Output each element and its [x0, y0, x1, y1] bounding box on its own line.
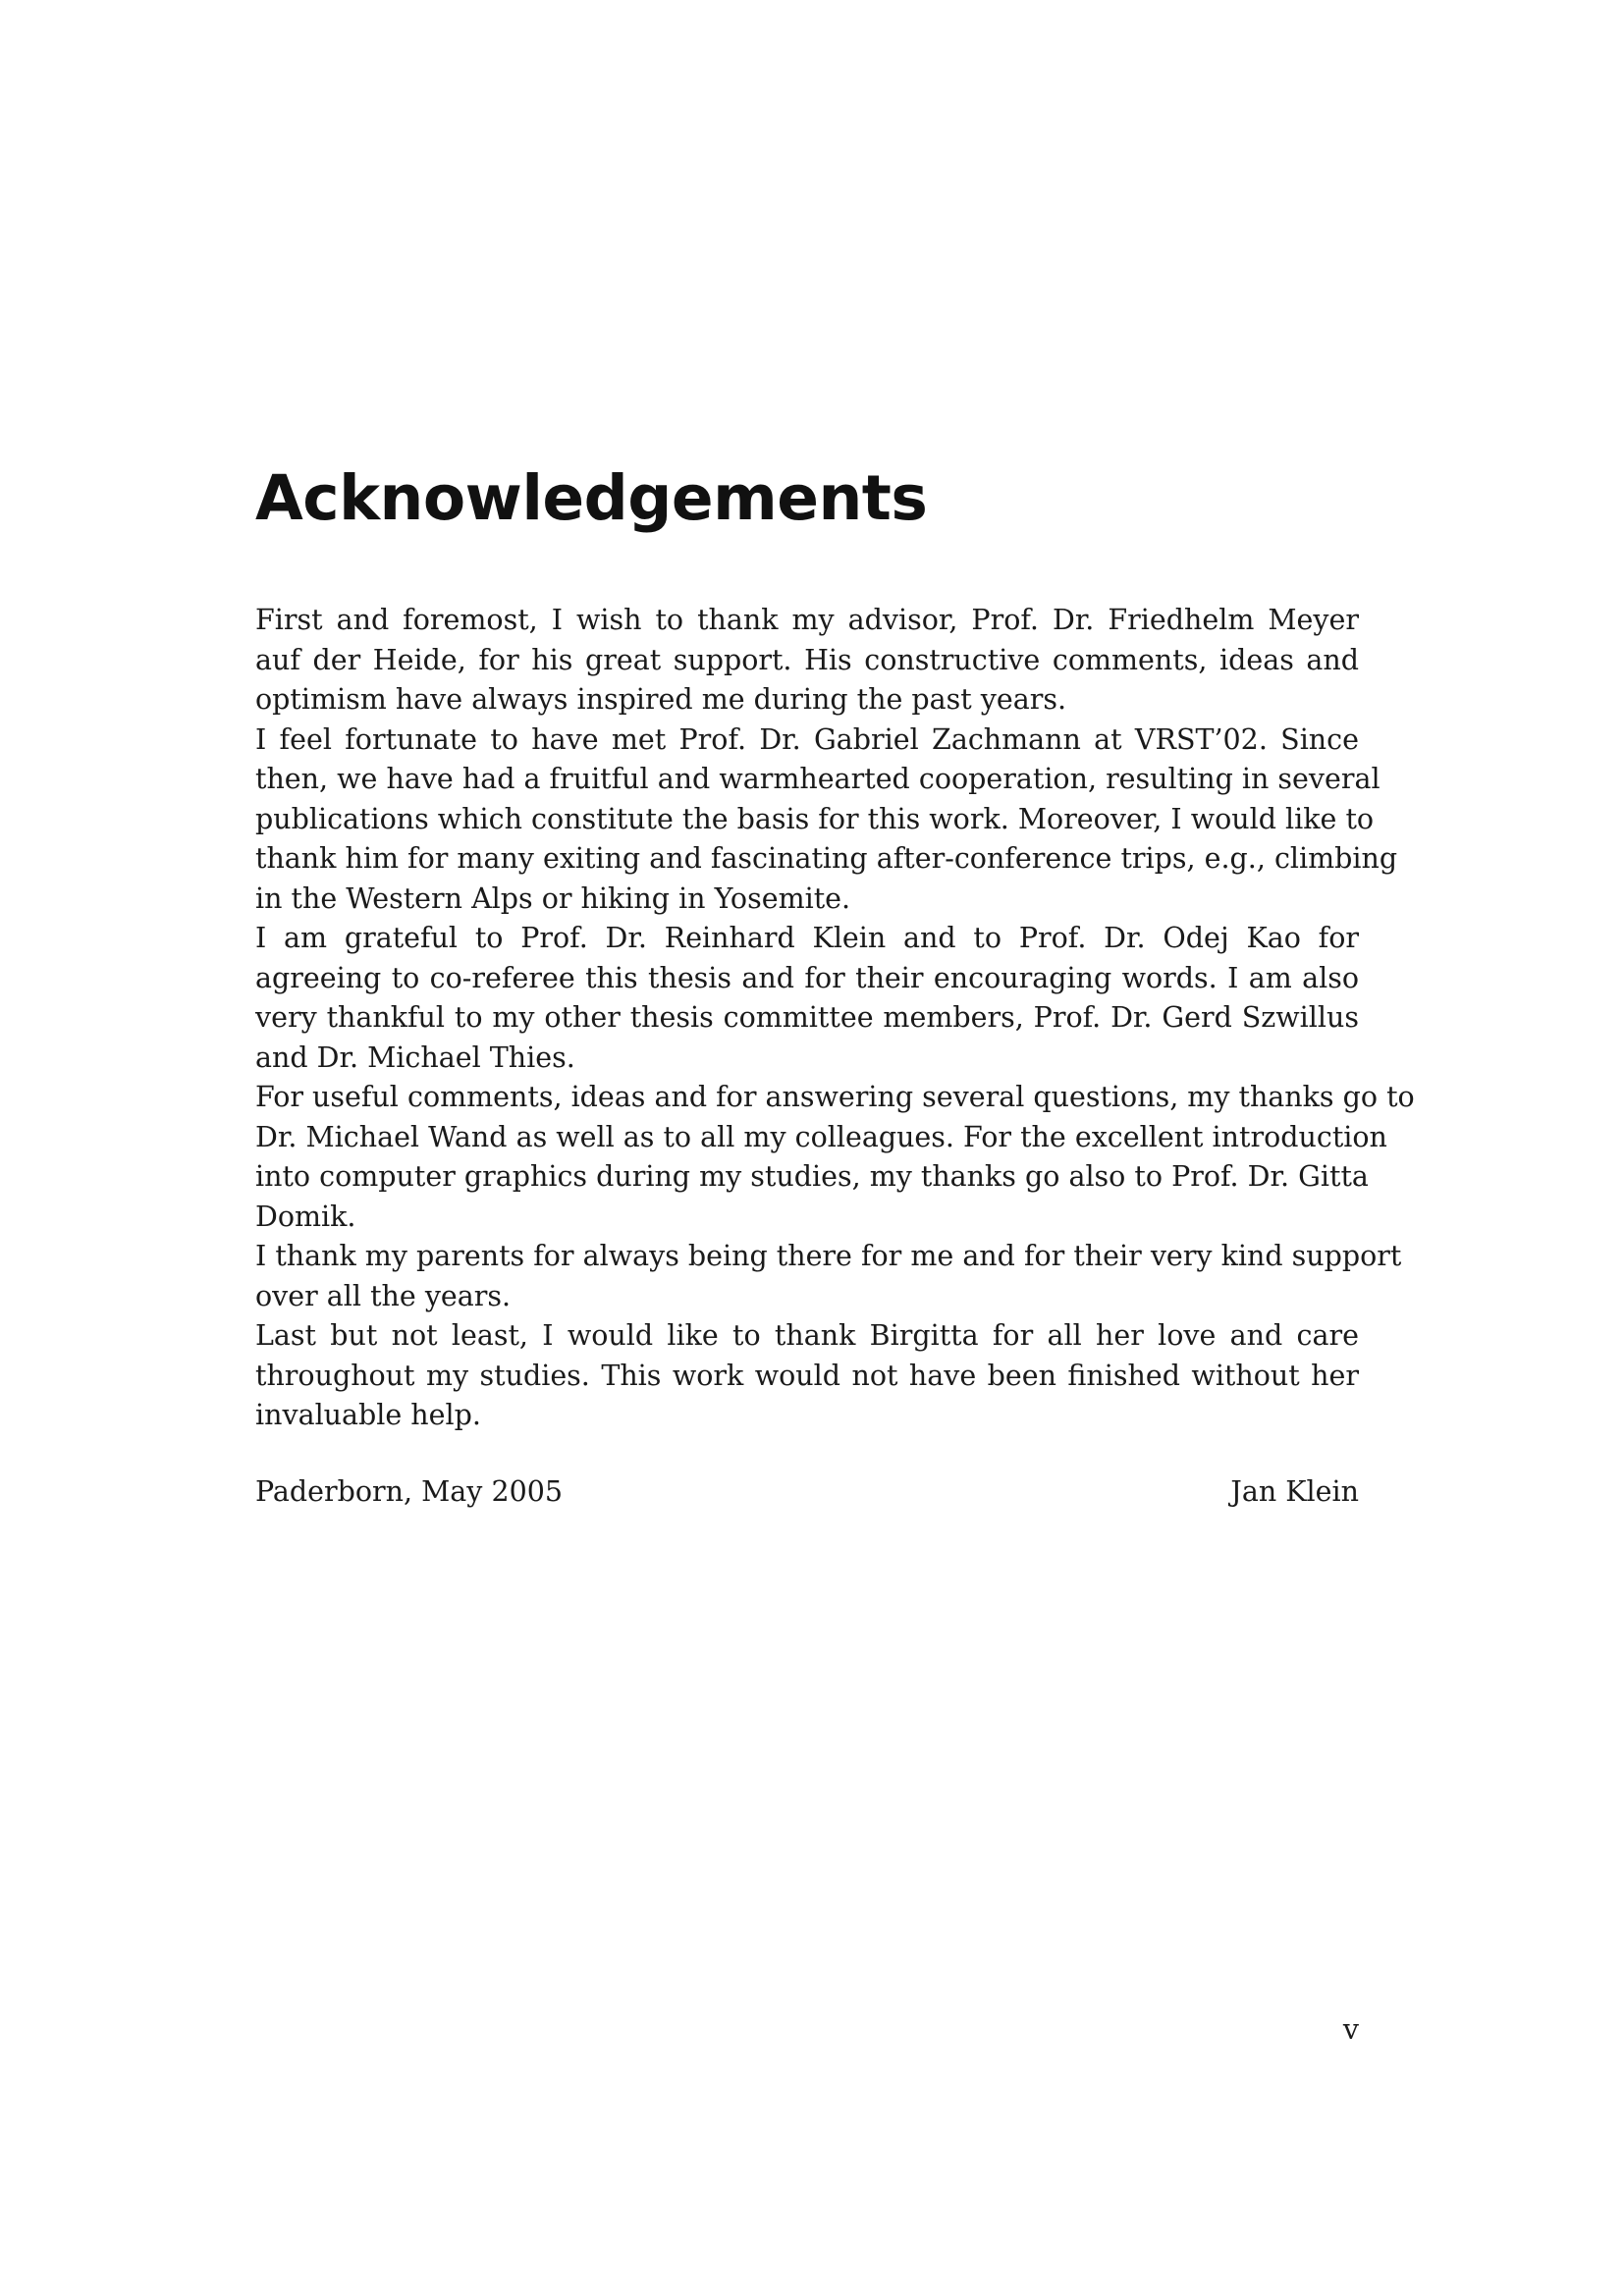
text-line: in the Western Alps or hiking in Yosemite. — [255, 881, 851, 915]
text-line: First and foremost, I wish to thank my advisor, Prof. Dr. Friedhelm Meyer — [255, 604, 1359, 636]
paragraph-colleagues — [255, 1078, 1415, 1237]
text-line: optimism have always inspired me during the past years. — [255, 683, 1067, 716]
author-name: Jan Klein — [1230, 1475, 1359, 1508]
text-line: very thankful to my other thesis committee members, Prof. Dr. Gerd Szwillus — [255, 1001, 1359, 1034]
text-line: publications which constitute the basis for this work. Moreover, I would like to — [255, 802, 1375, 835]
paragraph-collaborator — [255, 721, 1398, 920]
acknowledgements-body — [255, 601, 1415, 1436]
text-line: Domik. — [255, 1200, 356, 1233]
paragraph-partner — [255, 1316, 1359, 1436]
text-line: Dr. Michael Wand as well as to all my colleagues. For the excellent introduction — [255, 1120, 1387, 1153]
text-line: into computer graphics during my studies, my thanks go also to Prof. Dr. Gitta — [255, 1160, 1369, 1193]
text-line: I thank my parents for always being there for me and for their very kind support — [255, 1240, 1402, 1272]
page-title: Acknowledgements — [255, 462, 928, 534]
text-line: and Dr. Michael Thies. — [255, 1041, 575, 1074]
paragraph-referees — [255, 919, 1359, 1078]
text-line: I am grateful to Prof. Dr. Reinhard Klein and to Prof. Dr. Odej Kao for — [255, 922, 1359, 954]
text-line: invaluable help. — [255, 1399, 481, 1431]
text-line: Last but not least, I would like to thank Birgitta for all her love and care — [255, 1319, 1359, 1352]
paragraph-parents — [255, 1237, 1402, 1316]
text-line: throughout my studies. This work would not have been finished without her — [255, 1359, 1359, 1392]
text-line: auf der Heide, for his great support. His constructive comments, ideas and — [255, 643, 1359, 676]
text-line: over all the years. — [255, 1279, 512, 1312]
place-and-date: Paderborn, May 2005 — [255, 1475, 563, 1508]
page-number: v — [1342, 2013, 1359, 2046]
text-line: For useful comments, ideas and for answering several questions, my thanks go to — [255, 1081, 1415, 1113]
text-line: thank him for many exiting and fascinating after-conference trips, e.g., climbing — [255, 842, 1398, 875]
paragraph-advisor — [255, 601, 1359, 721]
text-line: I feel fortunate to have met Prof. Dr. Gabriel Zachmann at VRST’02. Since — [255, 722, 1359, 756]
signature-block — [255, 1472, 1359, 1513]
text-line: agreeing to co-referee this thesis and for their encouraging words. I am also — [255, 961, 1359, 994]
text-line: then, we have had a fruitful and warmhearted cooperation, resulting in several — [255, 763, 1380, 795]
